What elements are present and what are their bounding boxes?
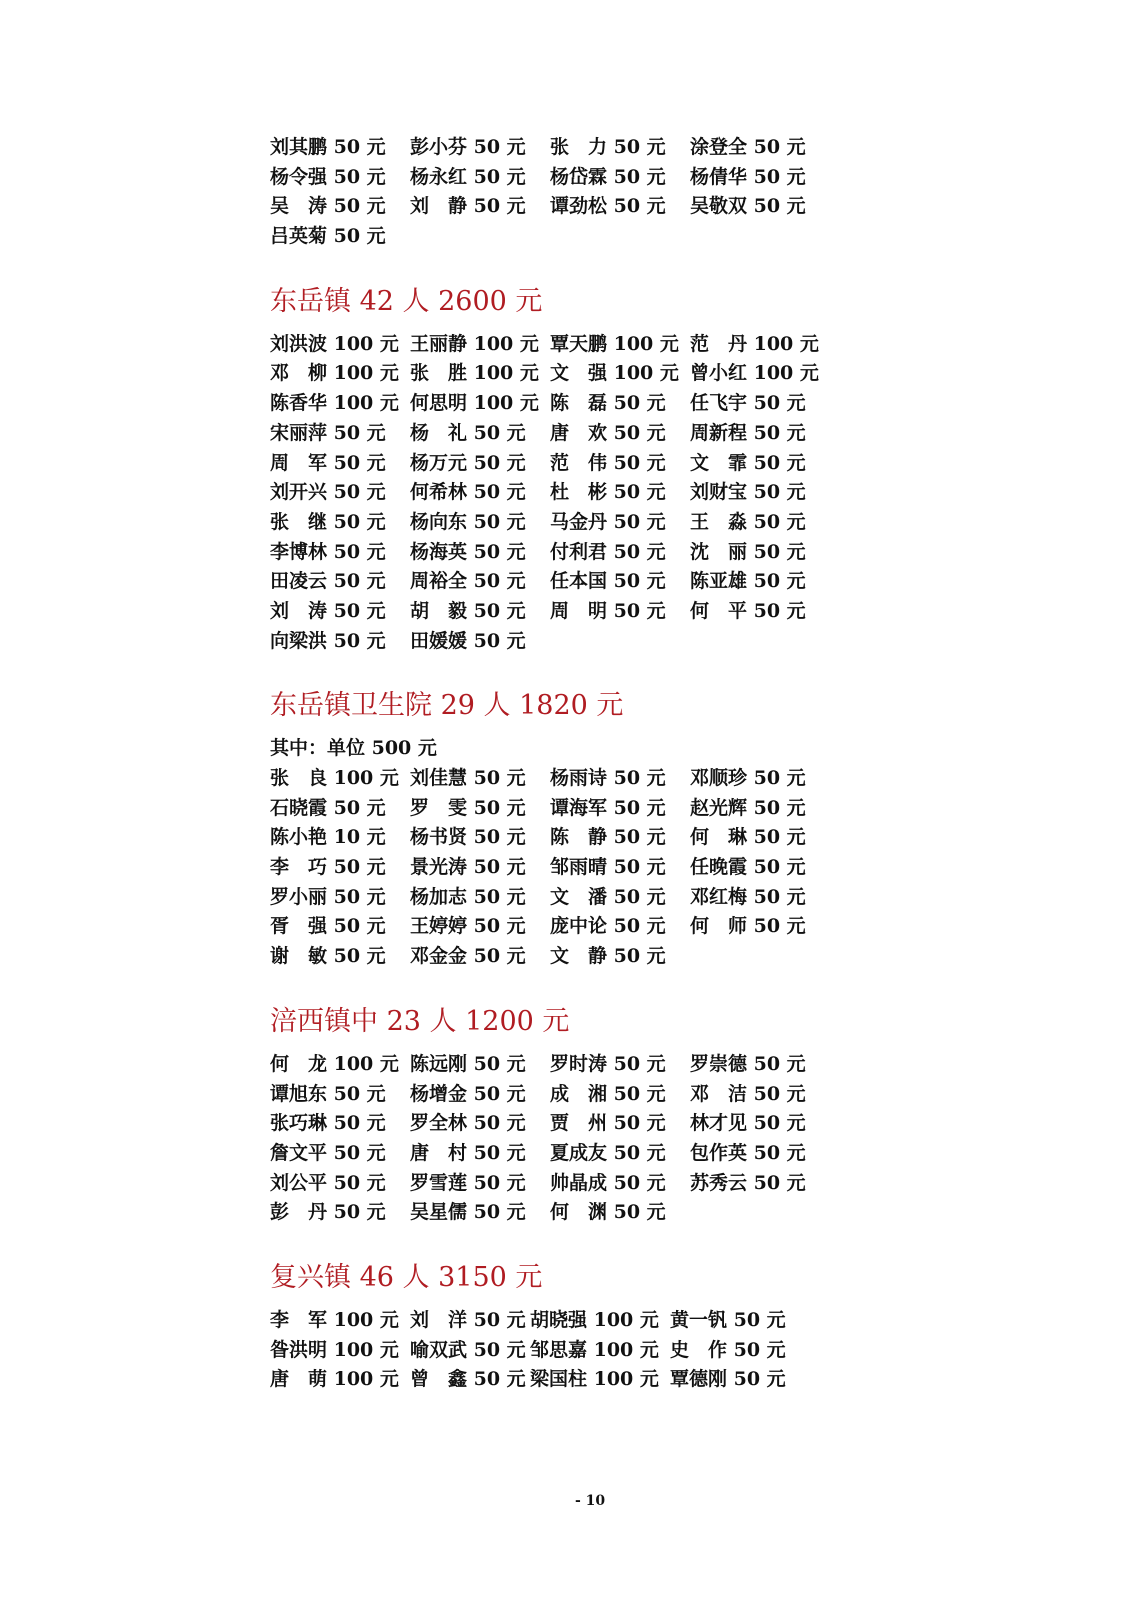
donor-entry: 何 龙 100 元 <box>270 1052 399 1075</box>
donor-entry: 陈远刚 50 元 <box>410 1052 526 1075</box>
donor-entry: 彭 丹 50 元 <box>270 1201 386 1224</box>
donor-entry: 涂登全 50 元 <box>690 136 806 158</box>
donor-entry: 罗时涛 50 元 <box>550 1052 666 1075</box>
donor-entry: 杨加志 50 元 <box>410 885 526 908</box>
donor-entry: 史 作 50 元 <box>670 1338 786 1361</box>
donor-entry: 宋丽萍 50 元 <box>270 421 386 444</box>
donor-entry: 杨永红 50 元 <box>410 165 526 188</box>
donor-entry: 陈亚雄 50 元 <box>690 570 806 593</box>
sections <box>270 284 890 1395</box>
donor-entry: 唐 欢 50 元 <box>550 421 666 444</box>
donor-entry: 张 良 100 元 <box>270 767 399 789</box>
donor-entry: 曾 鑫 50 元 <box>410 1368 526 1391</box>
donor-entry: 周新程 50 元 <box>690 421 806 444</box>
donation-section <box>270 1260 890 1395</box>
donor-entry: 邓顺珍 50 元 <box>690 767 806 789</box>
donor-entry: 景光涛 50 元 <box>410 856 526 879</box>
donor-entry: 谭旭东 50 元 <box>270 1082 386 1105</box>
donor-entry: 文 霏 50 元 <box>690 451 806 474</box>
donor-entry: 邓 洁 50 元 <box>690 1082 806 1105</box>
donor-entry: 吕英菊 50 元 <box>270 225 386 248</box>
donor-entry: 詹文平 50 元 <box>270 1141 386 1164</box>
donor-entry: 罗崇德 50 元 <box>690 1052 806 1075</box>
donor-entry: 林才见 50 元 <box>690 1112 806 1135</box>
donor-entry: 杨万元 50 元 <box>410 451 526 474</box>
donor-entry: 何 琳 50 元 <box>690 826 806 849</box>
donation-section <box>270 1004 890 1228</box>
donor-entry: 杨书贤 50 元 <box>410 826 526 849</box>
donor-entry: 庞中论 50 元 <box>550 915 666 938</box>
donor-entry: 何希林 50 元 <box>410 481 526 504</box>
donor-entry: 赵光辉 50 元 <box>690 796 806 819</box>
donor-entry: 包作英 50 元 <box>690 1141 806 1164</box>
donor-entry: 田凌云 50 元 <box>270 570 386 593</box>
donor-entry: 夏成友 50 元 <box>550 1141 666 1164</box>
donor-entry: 梁国柱 100 元 <box>530 1368 659 1391</box>
donor-entry: 刘财宝 50 元 <box>690 481 806 504</box>
donor-entry: 刘 涛 50 元 <box>270 599 386 622</box>
donor-entry: 成 湘 50 元 <box>550 1082 666 1105</box>
donor-entry: 唐 村 50 元 <box>410 1141 526 1164</box>
donor-entry: 杨向东 50 元 <box>410 510 526 533</box>
donor-entry: 彭小芬 50 元 <box>410 136 526 158</box>
donor-entry: 杨增金 50 元 <box>410 1082 526 1105</box>
donor-entry: 任本国 50 元 <box>550 570 666 593</box>
donation-list <box>270 133 890 1395</box>
continued-entries <box>270 133 890 252</box>
donor-entry: 周 明 50 元 <box>550 599 666 622</box>
donor-entry: 陈香华 100 元 <box>270 392 399 415</box>
donor-entry: 石晓霞 50 元 <box>270 796 386 819</box>
donor-entry: 谭海军 50 元 <box>550 796 666 819</box>
donor-entry: 文 静 50 元 <box>550 945 666 968</box>
donor-entry: 张 胜 100 元 <box>410 362 539 385</box>
donor-entry: 马金丹 50 元 <box>550 510 666 533</box>
donor-entry: 何 平 50 元 <box>690 599 806 622</box>
donor-entry: 罗小丽 50 元 <box>270 885 386 908</box>
donor-entry: 周 军 50 元 <box>270 451 386 474</box>
donor-grid <box>270 764 890 972</box>
donor-entry: 唐 萌 100 元 <box>270 1368 399 1391</box>
donor-entry: 田媛媛 50 元 <box>410 629 526 652</box>
donor-entry: 杨倩华 50 元 <box>690 165 806 188</box>
donor-entry: 邓金金 50 元 <box>410 945 526 968</box>
donor-grid <box>270 330 890 657</box>
donor-entry: 覃德刚 50 元 <box>670 1368 786 1391</box>
donor-entry: 杨海英 50 元 <box>410 540 526 563</box>
donor-entry: 向梁洪 50 元 <box>270 629 386 652</box>
donor-entry: 帅晶成 50 元 <box>550 1171 666 1194</box>
donor-entry: 吴敬双 50 元 <box>690 195 806 218</box>
donor-entry: 李 军 100 元 <box>270 1308 399 1331</box>
donation-section <box>270 688 890 972</box>
donor-entry: 杜 彬 50 元 <box>550 481 666 504</box>
donor-entry: 刘洪波 100 元 <box>270 332 399 355</box>
donor-entry: 范 丹 100 元 <box>690 332 819 355</box>
donor-grid <box>270 1050 890 1228</box>
donor-entry: 范 伟 50 元 <box>550 451 666 474</box>
donor-entry: 杨令强 50 元 <box>270 165 386 188</box>
donor-entry: 王 淼 50 元 <box>690 510 806 533</box>
donor-entry: 何 师 50 元 <box>690 915 806 938</box>
donor-entry: 喻双武 50 元 <box>410 1338 526 1361</box>
donor-entry: 罗雪莲 50 元 <box>410 1171 526 1194</box>
donor-entry: 刘 静 50 元 <box>410 195 526 218</box>
donor-entry: 邹思嘉 100 元 <box>530 1338 659 1361</box>
donor-entry: 邹雨晴 50 元 <box>550 856 666 879</box>
section-heading: 复兴镇 46 人 3150 元 <box>270 1261 543 1293</box>
donor-entry: 陈 磊 50 元 <box>550 392 666 415</box>
donor-entry: 文 潘 50 元 <box>550 885 666 908</box>
donation-section <box>270 284 890 657</box>
donor-entry: 邓红梅 50 元 <box>690 885 806 908</box>
donor-entry: 任飞宇 50 元 <box>690 392 806 415</box>
donor-entry: 贾 州 50 元 <box>550 1112 666 1135</box>
donor-entry: 张 力 50 元 <box>550 136 666 158</box>
donor-entry: 胡 毅 50 元 <box>410 599 526 622</box>
donor-entry: 谢 敏 50 元 <box>270 945 386 968</box>
donor-entry: 昝洪明 100 元 <box>270 1338 399 1361</box>
donor-entry: 文 强 100 元 <box>550 362 679 385</box>
donor-entry: 刘开兴 50 元 <box>270 481 386 504</box>
donor-entry: 胡晓强 100 元 <box>530 1308 659 1331</box>
donor-entry: 陈 静 50 元 <box>550 826 666 849</box>
donor-entry: 谭劲松 50 元 <box>550 195 666 218</box>
donor-entry: 任晚霞 50 元 <box>690 856 806 879</box>
donor-grid <box>270 1306 890 1395</box>
donor-entry: 何思明 100 元 <box>410 392 539 415</box>
donor-entry: 邓 柳 100 元 <box>270 362 399 385</box>
donor-entry: 刘公平 50 元 <box>270 1171 386 1194</box>
donor-entry: 王婷婷 50 元 <box>410 915 526 938</box>
section-heading: 涪西镇中 23 人 1200 元 <box>270 1005 570 1037</box>
donor-entry: 付利君 50 元 <box>550 540 666 563</box>
section-note: 其中：单位 500 元 <box>270 737 437 760</box>
donor-entry: 刘佳慧 50 元 <box>410 767 526 789</box>
donor-entry: 吴星儒 50 元 <box>410 1201 526 1224</box>
donor-entry: 王丽静 100 元 <box>410 332 539 355</box>
donor-entry: 刘 洋 50 元 <box>410 1308 526 1331</box>
donor-entry: 杨雨诗 50 元 <box>550 767 666 789</box>
donor-entry: 苏秀云 50 元 <box>690 1171 806 1194</box>
donor-entry: 周裕全 50 元 <box>410 570 526 593</box>
donor-entry: 吴 涛 50 元 <box>270 195 386 218</box>
donor-entry: 沈 丽 50 元 <box>690 540 806 563</box>
donor-entry: 黄一钒 50 元 <box>670 1308 786 1331</box>
page-number: - 10 <box>575 1493 606 1509</box>
donor-entry: 刘其鹏 50 元 <box>270 136 386 158</box>
donor-entry: 覃天鹏 100 元 <box>550 332 679 355</box>
donor-entry: 罗全林 50 元 <box>410 1112 526 1135</box>
donor-entry: 罗 雯 50 元 <box>410 796 526 819</box>
donor-entry: 杨 礼 50 元 <box>410 421 526 444</box>
donor-entry: 曾小红 100 元 <box>690 362 819 385</box>
donor-entry: 何 渊 50 元 <box>550 1201 666 1224</box>
donor-entry: 陈小艳 10 元 <box>270 826 386 849</box>
section-heading: 东岳镇 42 人 2600 元 <box>270 285 543 317</box>
donor-entry: 李博林 50 元 <box>270 540 386 563</box>
donor-entry: 李 巧 50 元 <box>270 856 386 879</box>
donor-entry: 张巧琳 50 元 <box>270 1112 386 1135</box>
donor-entry: 胥 强 50 元 <box>270 915 386 938</box>
section-heading: 东岳镇卫生院 29 人 1820 元 <box>270 690 624 722</box>
donor-entry: 张 继 50 元 <box>270 510 386 533</box>
donor-entry: 杨岱霖 50 元 <box>550 165 666 188</box>
